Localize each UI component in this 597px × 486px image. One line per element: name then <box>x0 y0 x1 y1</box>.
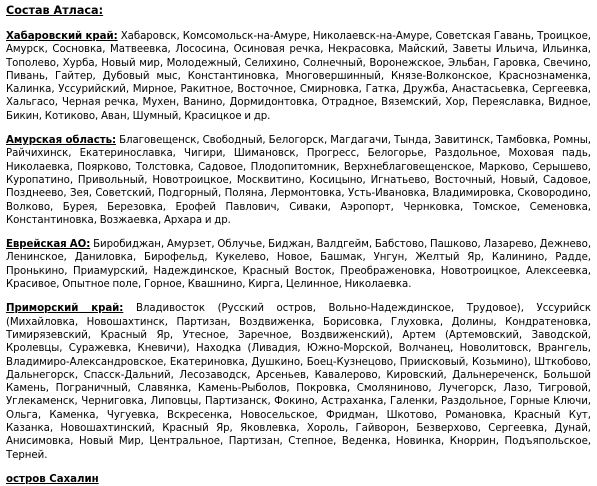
atlas-heading: Состав Атласа: <box>6 4 104 17</box>
sakhalin-heading: остров Сахалин <box>6 473 99 485</box>
region-places: Биробиджан, Амурзет, Облучье, Биджан, Валдгейм, Бабстово, Пашково, Лазарево, Дежнево, Ленинское, Даниловка, Бирофельд, Кукелево, Новое, Башмак, Унгун, Желтый Яр, Калинино, Радде, Пронькино, Приамурский, Надеждинское, Красный Восток, Преображеновка, Новотроицкое, Алексеевка, Красивое, Опытное поле, Горное, Квашнино, Кирга, Целинное, Николаевка. <box>6 239 592 291</box>
region-places: Хабаровск, Комсомольск-на-Амуре, Николаевск-на-Амуре, Советская Гавань, Троицкое, Амурск, Сосновка, Матвеевка, Лососина, Осиновая речка, Некрасовка, Майский, Заветы Ильича, Ильинка, Тополево, Хурба, Новый мир, Молодежный, Селихино, Солнечный, Воронежское, Эльбан, Гаровка, Свечино, Пивань, Гайтер, Дубовый мыс, Константиновка, Многовершинный, Князе-Волконское, Краснознаменка, Калинка, Уссурийский, Мирное, Ракитное, Восточное, Смирновка, Гатка, Дружба, Анастасьевка, Сергеевка, Хальгасо, Черная речка, Мухен, Ванино, Дормидонтовка, Отрадное, Вяземский, Хор, Переяславка, Видное, Бикин, Котиково, Аван, Шумный, Красицкое и др. <box>6 31 591 122</box>
region-name: Приморский край: <box>6 303 124 315</box>
region-places: Благовещенск, Свободный, Белогорск, Магдагачи, Тында, Завитинск, Тамбовка, Ромны, Райчихинск, Екатеринославка, Чигири, Шимановск, Прогресс, Белогорье, Раздольное, Моховая падь, Николаевка, Поярково, Толстовка, Садовое, Плодопитомник, Верхнеблаговещенское, Марково, Серышево, Куропатино, Привольный, Новотроицкое, Москвитино, Косицыно, Игнатьево, Восточный, Новый, Садовое, Позднеево, Зея, Советский, Подгорный, Поляна, Лермонтовка, Усть-Ивановка, Владимировка, Сковородино, Волково, Бурея, Березовка, Ерофей Павлович, Сиваки, Аэропорт, Чернковка, Томское, Семеновка, Константиновка, Возжаевка, Архара и др. <box>6 135 591 226</box>
region-primorsky <box>6 302 591 462</box>
region-places: Владивосток (Русский остров, Вольно-Надеждинское, Трудовое), Уссурийск (Михайловка, Новошахтинск, Партизан, Воздвиженка, Борисовка, Глуховка, Долины, Кондратеновка, Тимирязевский, Красный Яр, Утесное, Заречное, Воздвиженский), Артем (Артемовский, Заводской, Кролевцы, Суражевка, Кневичи), Находка (Ливадия, Южно-Морской, Волчанец, Новолитовск, Врангель, Владимиро-Александровское, Екатериновка, Душкино, Боец-Кузнецово, Приисковый, Козьмино), Шткобово, Дальнегорск, Спасск-Дальний, Лесозаводск, Арсеньев, Кавалерово, Кировский, Дальнереченск, Большой Камень, Пограничный, Славянка, Камень-Рыболов, Покровка, Смоляниново, Лучегорск, Лазо, Тигровой, Углекаменск, Черниговка, Липовцы, Партизанск, Фокино, Астраханка, Галенки, Раздольное, Горные Ключи, Ольга, Каменка, Чугуевка, Вскресенка, Новосельское, Фридман, Шкотово, Романовка, Красный Кут, Казанка, Новошахтинский, Красный Яр, Яковлевка, Хороль, Гайворон, Безверхово, Сергеевка, Дунай, Анисимовка, Новый Мир, Центральное, Партизан, Степное, Веденка, Новинка, Кноррин, Подъяпольское, Терней. <box>6 303 591 461</box>
region-name: Хабаровский край: <box>6 31 118 42</box>
region-name: Амурская область: <box>6 135 116 147</box>
region-amur <box>6 134 591 227</box>
region-jewish-ao <box>6 238 591 291</box>
region-khabarovsk <box>6 30 591 123</box>
region-name: Еврейская АО: <box>6 239 91 251</box>
